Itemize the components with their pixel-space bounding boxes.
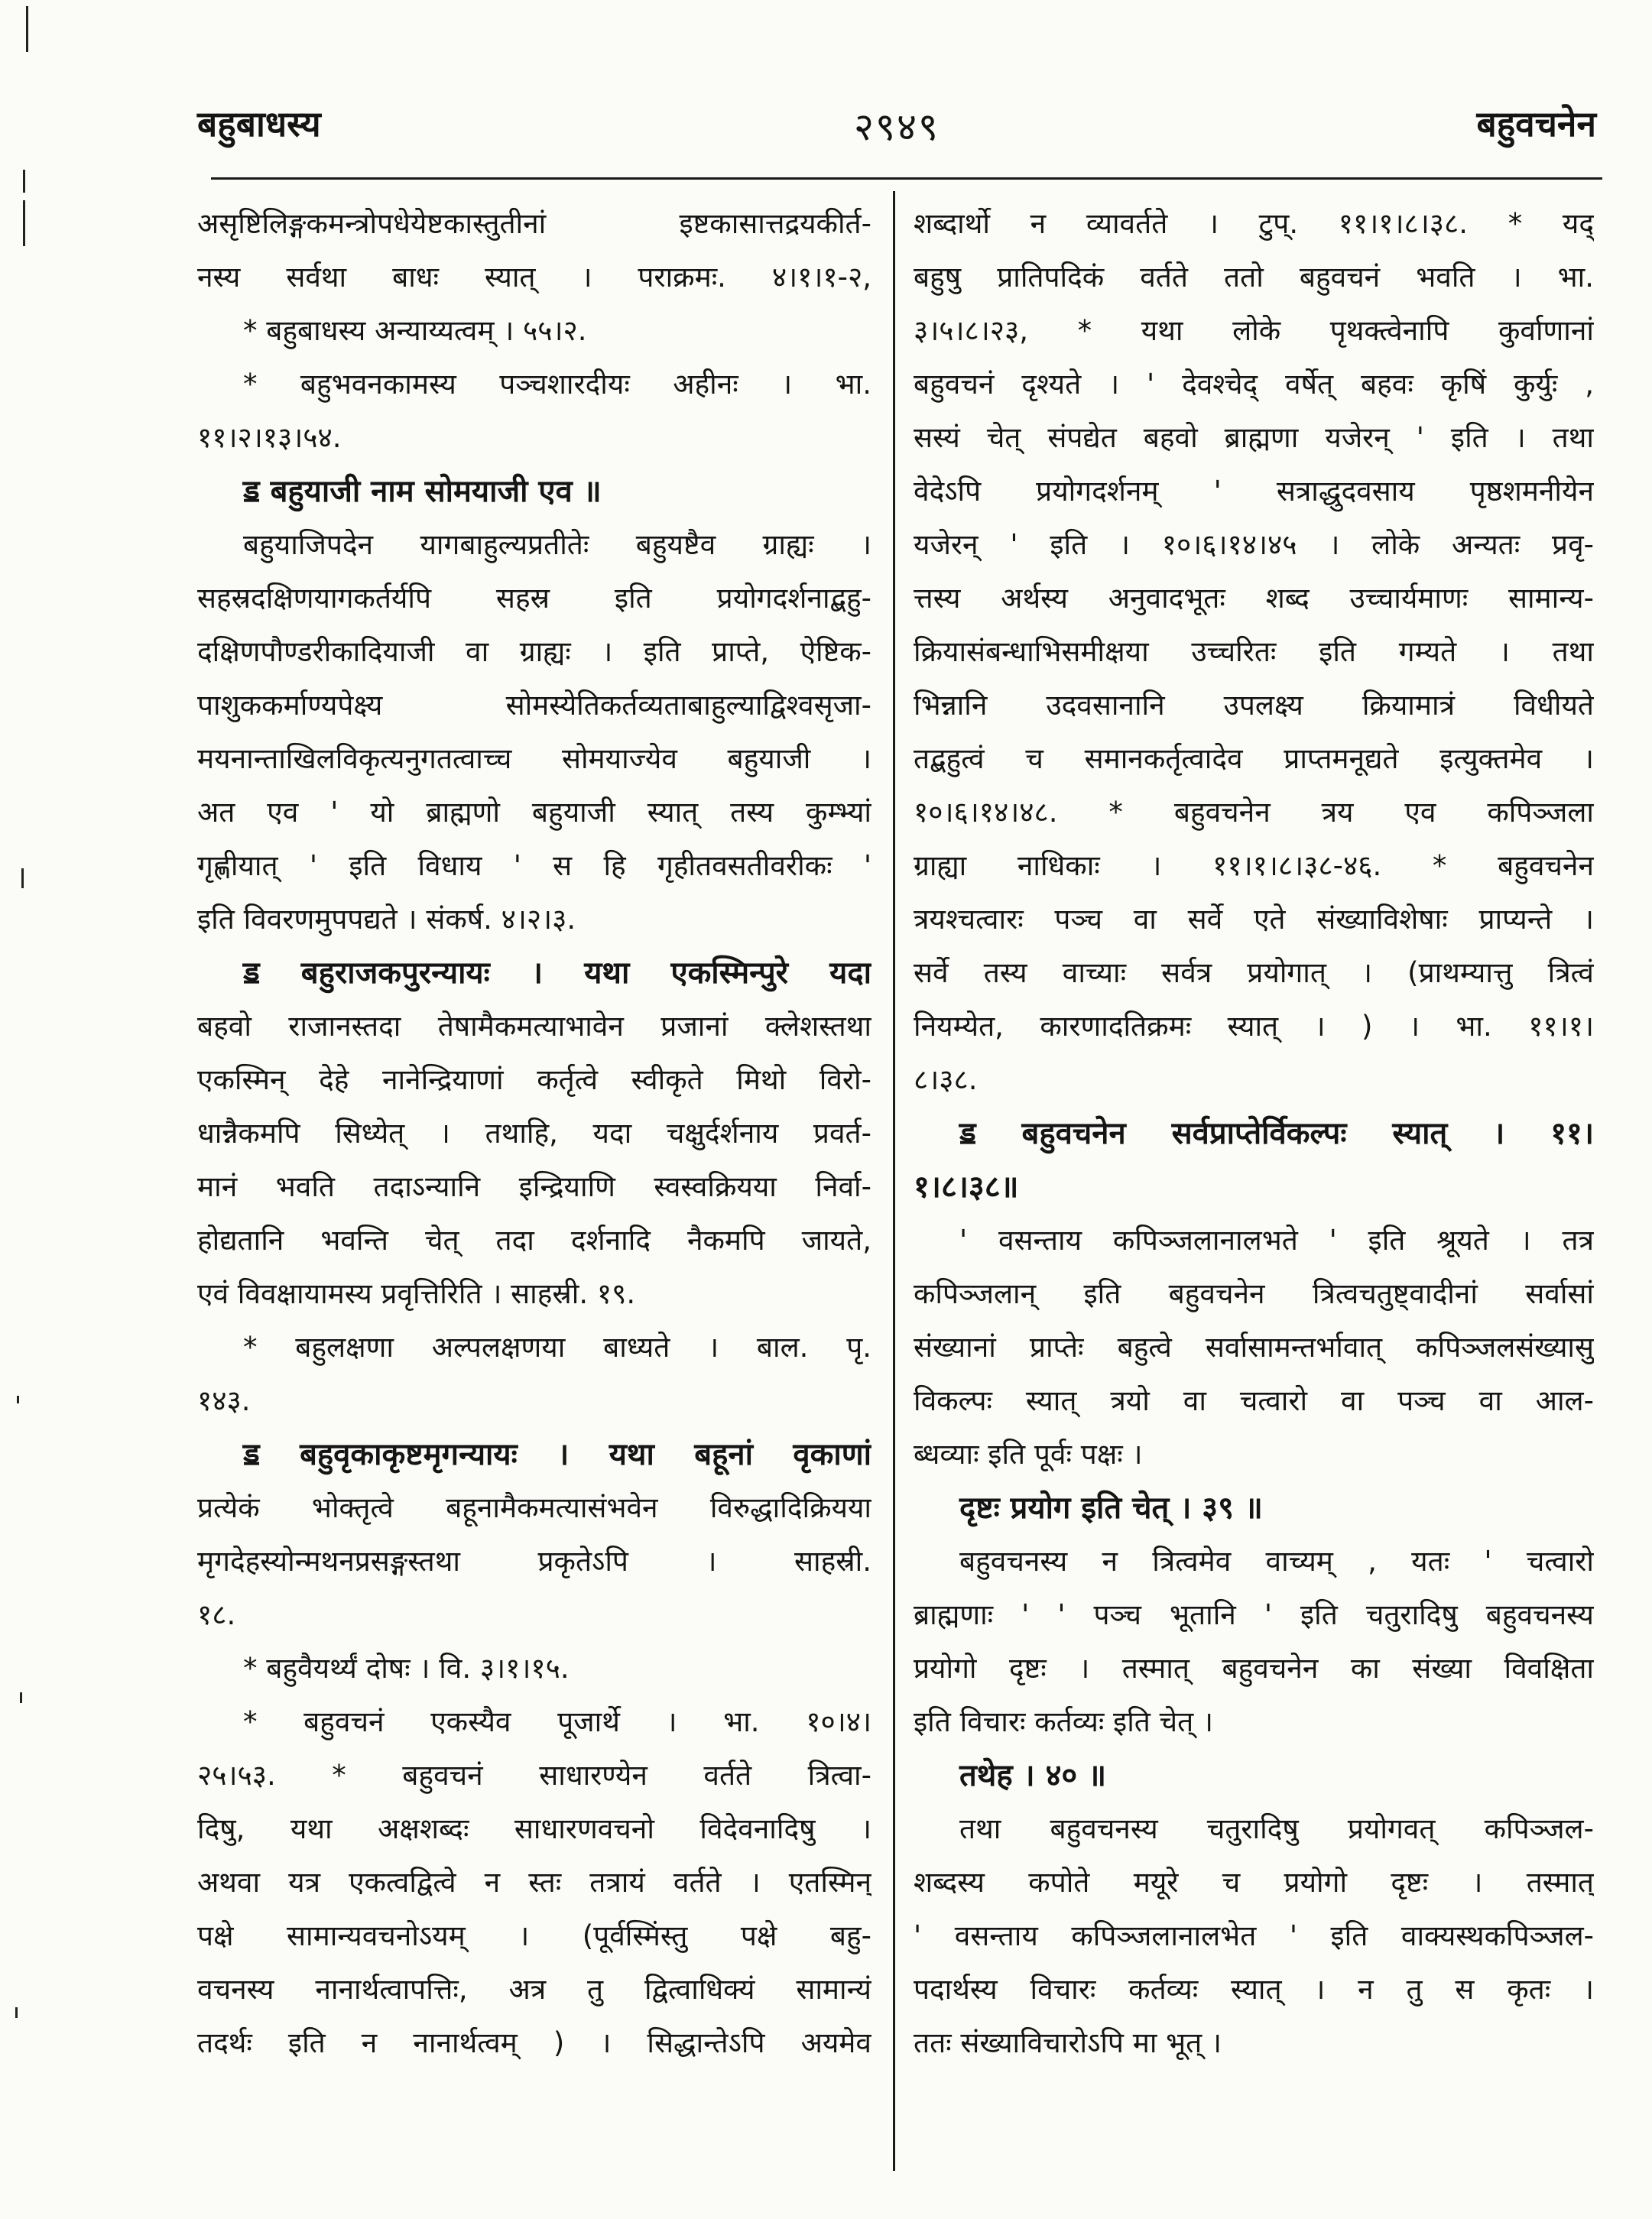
text-line: ११।२।१३।५४. [197,421,342,454]
text-line: ८।३८. [914,1063,978,1096]
margin-mark [23,200,25,246]
entry-heading: ॾ बहुयाजी नाम सोमयाजी एव ॥ [243,474,602,509]
text-line: सहस्रदक्षिणयागकर्तर्यपि सहस्र इति प्रयोगदर्शनाद्बहु- [197,582,871,615]
text-line: वेदेऽपि प्रयोगदर्शनम् ' सत्राद्धुदवसाय पृष्ठशमनीयेन [914,475,1594,508]
text-line: * बहुभवनकामस्य पञ्चशारदीयः अहीनः । भा. [243,368,871,401]
sutra-heading: दृष्टः प्रयोग इति चेत् । ३९ ॥ [959,1491,1263,1526]
text-line: विकल्पः स्यात् त्रयो वा चत्वारो वा पञ्च वा आल- [914,1384,1594,1417]
text-line: सर्वे तस्य वाच्याः सर्वत्र प्रयोगात् । (प्राथम्यात्तु त्रित्वं [914,956,1594,989]
margin-mark [17,1396,19,1403]
text-line: क्रियासंबन्धाभिसमीक्षया उच्चरितः इति गम्यते । तथा [914,635,1594,668]
entry-heading: ॾ बहुवृकाकृष्टमृगन्यायः । यथा बहूनां वृकाणां [243,1437,871,1472]
header-rule [211,177,1602,180]
text-line: संख्यानां प्राप्तेः बहुत्वे सर्वासामन्तर्भावात् कपिञ्जलसंख्यासु [914,1331,1594,1364]
text-line: ' वसन्ताय कपिञ्जलानालभते ' इति श्रूयते । तत्र [959,1224,1594,1257]
text-line: भिन्नानि उदवसानानि उपलक्ष्य क्रियामात्रं विधीयते [914,689,1594,722]
text-line: अत एव ' यो ब्राह्मणो बहुयाजी स्यात् तस्य कुम्भ्यां [197,796,871,829]
text-line: ग्राह्या नाधिकाः । ११।१।८।३८-४६. * बहुवचनेन [914,849,1594,882]
text-line: त्रयश्चत्वारः पञ्च वा सर्वे एते संख्याविशेषाः प्राप्यन्ते । [914,903,1594,936]
text-line: गृह्णीयात् ' इति विधाय ' स हि गृहीतवसतीवरीकः ' [197,849,871,882]
margin-mark [15,2007,18,2018]
text-line: तद्बहुत्वं च समानकर्तृत्वादेव प्राप्तमनूद्यते इत्युक्तमेव । [914,742,1594,775]
text-line: दक्षिणपौण्डरीकादियाजी वा ग्राह्यः । इति प्राप्ते, ऐष्टिक- [197,635,871,668]
header-left-guideword: बहुबाधस्य [197,103,321,144]
text-line: बहुषु प्रातिपदिकं वर्तते ततो बहुवचनं भवति । भा. [914,261,1594,294]
text-line: कपिञ्जलान् इति बहुवचनेन त्रित्वचतुष्ट्वादीनां सर्वासां [914,1277,1594,1310]
margin-mark [21,868,24,888]
text-line: सस्यं चेत् संपद्येत बहवो ब्राह्मणा यजेरन् ' इति । तथा [914,421,1594,454]
left-column [197,197,871,2070]
text-line: * बहुवचनं एकस्यैव पूजार्थे । भा. १०।४। [243,1705,871,1738]
text-line: * बहुवैयर्थ्यं दोषः । वि. ३।१।१५. [243,1652,570,1685]
text-line: ३।५।८।२३, * यथा लोके पृथक्त्वेनापि कुर्वाणानां [914,314,1594,347]
text-line: २५।५३. * बहुवचनं साधारण्येन वर्तते त्रित्वा- [197,1759,871,1792]
text-line: तदर्थः इति न नानार्थत्वम् ) । सिद्धान्तेऽपि अयमेव [197,2026,871,2059]
text-line: धान्नैकमपि सिध्येत् । तथाहि, यदा चक्षुर्दर्शनाय प्रवर्त- [197,1117,871,1150]
entry-heading: ॾ बहुराजकपुरन्यायः । यथा एकस्मिन्पुरे यदा [243,955,871,991]
text-line: ' वसन्ताय कपिञ्जलानालभेत ' इति वाक्यस्थकपिञ्जल- [914,1919,1594,1952]
margin-mark [26,6,28,52]
text-line: दिषु, यथा अक्षशब्दः साधारणवचनो विदेवनादिषु । [197,1812,871,1845]
text-line: त्तस्य अर्थस्य अनुवादभूतः शब्द उच्चार्यमाणः सामान्य- [914,582,1594,615]
text-line: वचनस्य नानार्थत्वापत्तिः, अत्र तु द्वित्वाधिक्यं सामान्यं [197,1973,871,2006]
text-line: नियम्येत, कारणादतिक्रमः स्यात् । ) । भा. ११।१। [914,1010,1594,1043]
text-line: पक्षे सामान्यवचनोऽयम् । (पूर्वस्मिंस्तु पक्षे बहु- [197,1919,871,1952]
text-line: ततः संख्याविचारोऽपि मा भूत् । [914,2026,1222,2059]
text-line: एकस्मिन् देहे नानेन्द्रियाणां कर्तृत्वे स्वीकृते मिथो विरो- [197,1063,871,1096]
right-column [914,197,1594,2070]
text-line: १०।६।१४।४८. * बहुवचनेन त्रय एव कपिञ्जला [914,796,1594,829]
text-line: मानं भवति तदाऽन्यानि इन्द्रियाणि स्वस्वक्रियया निर्वा- [197,1170,871,1203]
text-line: इति विचारः कर्तव्यः इति चेत् । [914,1705,1214,1738]
page-number: २९४९ [854,105,940,149]
text-line: ब्धव्याः इति पूर्वः पक्षः । [914,1438,1143,1471]
text-line: १८. [197,1598,236,1631]
column-divider [893,191,895,2171]
text-line: इति विवरणमुपपद्यते । संकर्ष. ४।२।३. [197,903,576,936]
text-line: ब्राह्मणाः ' ' पञ्च भूतानि ' इति चतुरादिषु बहुवचनस्य [914,1598,1594,1631]
text-line: बहुयाजिपदेन यागबाहुल्यप्रतीतेः बहुयष्टैव ग्राह्यः । [243,528,871,561]
entry-heading: १।८।३८॥ [914,1170,1019,1205]
text-line: शब्दार्थो न व्यावर्तते । टुप्. ११।१।८।३८. * यद् [914,207,1594,240]
text-line: प्रत्येकं भोक्तृत्वे बहूनामैकमत्यासंभवेन विरुद्धादिक्रियया [197,1491,871,1524]
text-line: नस्य सर्वथा बाधः स्यात् । पराक्रमः. ४।१।१-२, [197,261,871,294]
page-header [197,99,1596,153]
text-line: * बहुलक्षणा अल्पलक्षणया बाध्यते । बाल. पृ. [243,1331,871,1364]
text-line: बहुवचनं दृश्यते । ' देवश्चेद् वर्षेत् बहवः कृषिं कुर्युः , [914,368,1594,401]
text-line: पाशुककर्माण्यपेक्ष्य सोमस्येतिकर्तव्यताबाहुल्याद्विश्वसृजा- [197,689,871,722]
text-line: यजेरन् ' इति । १०।६।१४।४५ । लोके अन्यतः प्रवृ- [914,528,1594,561]
text-line: १४३. [197,1384,251,1417]
sutra-heading: तथेह । ४० ॥ [959,1758,1107,1793]
text-line: * बहुबाधस्य अन्याय्यत्वम् । ५५।२. [243,314,587,347]
text-line: मयनान्ताखिलविकृत्यनुगतत्वाच्च सोमयाज्येव बहुयाजी । [197,742,871,775]
margin-mark [20,1692,22,1703]
margin-mark [23,170,25,193]
text-line: बहवो राजानस्तदा तेषामैकमत्याभावेन प्रजानां क्लेशस्तथा [197,1010,871,1043]
text-line: एवं विवक्षायामस्य प्रवृत्तिरिति । साहस्री. १९. [197,1277,636,1310]
text-line: शब्दस्य कपोते मयूरे च प्रयोगो दृष्टः । तस्मात् [914,1866,1594,1899]
entry-heading: ॾ बहुवचनेन सर्वप्राप्तेर्विकल्पः स्यात् । ११। [959,1116,1594,1151]
text-line: अथवा यत्र एकत्वद्वित्वे न स्तः तत्रायं वर्तते । एतस्मिन् [197,1866,871,1899]
text-line: प्रयोगो दृष्टः । तस्मात् बहुवचनेन का संख्या विवक्षिता [914,1652,1594,1685]
header-right-guideword: बहुवचनेन [1476,103,1596,144]
text-line: बहुवचनस्य न त्रित्वमेव वाच्यम् , यतः ' चत्वारो [959,1545,1594,1578]
text-line: असृष्टिलिङ्गकमन्त्रोपधेयेष्टकास्तुतीनां इष्टकासात्तद्रयकीर्त- [197,207,871,240]
text-line: होद्यतानि भवन्ति चेत् तदा दर्शनादि नैकमपि जायते, [197,1224,871,1257]
text-line: तथा बहुवचनस्य चतुरादिषु प्रयोगवत् कपिञ्जल- [959,1812,1594,1845]
text-line: मृगदेहस्योन्मथनप्रसङ्गस्तथा प्रकृतेऽपि । साहस्री. [197,1545,871,1578]
text-line: पदार्थस्य विचारः कर्तव्यः स्यात् । न तु स कृतः । [914,1973,1594,2006]
